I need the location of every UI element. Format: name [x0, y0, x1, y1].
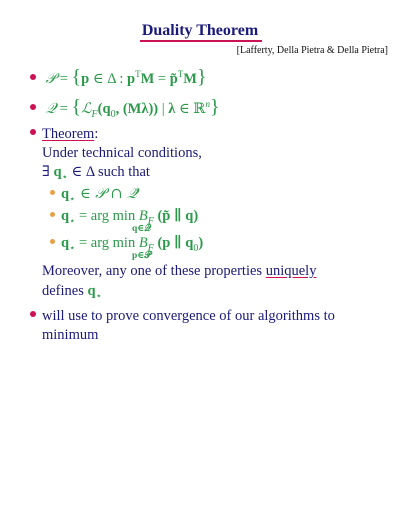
star-subscript: ⋆: [69, 193, 76, 205]
bullet-theorem: [30, 126, 98, 143]
argmin: = arg min: [75, 235, 139, 251]
p-vector: p: [81, 71, 90, 87]
left-brace: {: [71, 96, 82, 118]
theorem-conditions: Under technical conditions,: [42, 145, 202, 161]
subscript-f: F: [147, 242, 154, 254]
bullet-dot: [30, 104, 36, 110]
colon: :: [94, 126, 99, 142]
argmin: = arg min: [75, 208, 139, 224]
exists-symbol: ∃: [42, 164, 50, 180]
title-underline: [140, 40, 262, 42]
moreover-line: [42, 263, 316, 280]
m-lambda: , (Mλ)): [115, 101, 159, 117]
subscript-f: F: [91, 108, 98, 120]
equals-sign: =: [59, 71, 68, 87]
equals-sign: =: [154, 71, 170, 87]
lambda: λ: [168, 101, 176, 117]
p-vector: p: [127, 71, 136, 87]
in-delta: ∈ Δ :: [89, 71, 128, 87]
theorem-exists-line: [42, 164, 150, 183]
q-star: q: [61, 186, 70, 202]
right-brace: }: [209, 96, 220, 118]
defines-text: defines: [42, 283, 88, 299]
m-matrix: M: [140, 71, 155, 87]
argmin-subscript-p: p∈𝒫: [132, 251, 152, 261]
subscript-zero: 0: [110, 108, 116, 120]
sub-bullet-dot: [50, 212, 55, 217]
citation: [Lafferty, Della Pietra & Della Pietra]: [236, 45, 388, 56]
q-star: q: [61, 235, 70, 251]
argmin-subscript-q: q∈𝒬: [132, 224, 152, 234]
sub-bullet-argmin-p: [50, 234, 203, 254]
legendre-symbol: ℒ: [81, 101, 92, 117]
sub-bullet-intersection: [50, 186, 138, 205]
star-subscript: ⋆: [69, 215, 76, 227]
star-subscript: ⋆: [95, 290, 102, 302]
bregman-args: (p ∥ q: [153, 235, 194, 251]
bullet-p-definition: [30, 66, 207, 89]
theorem-heading: Theorem: [42, 126, 95, 142]
m-matrix: M: [183, 71, 197, 87]
transpose: T: [177, 69, 184, 80]
equals-sign: =: [59, 101, 68, 117]
bullet-q-definition: [30, 96, 220, 120]
in-delta: ∈ Δ: [67, 164, 95, 180]
p-tilde: p̃: [169, 71, 178, 87]
convergence-text: will use to prove convergence of our algorithms to: [42, 308, 335, 324]
left-brace: {: [71, 66, 82, 88]
bullet-dot: [30, 74, 36, 80]
convergence-line2: minimum: [42, 327, 99, 343]
uniquely-word: uniquely: [265, 263, 317, 279]
q-star: q: [61, 208, 70, 224]
q-star: q: [53, 164, 62, 180]
q-star: q: [87, 283, 96, 299]
in-r: ∈ ℝ: [175, 101, 206, 117]
moreover-text: Moreover, any one of these properties: [42, 263, 266, 279]
star-subscript: ⋆: [69, 242, 76, 254]
bullet-convergence: [30, 308, 335, 325]
transpose: T: [135, 69, 141, 80]
subscript-zero: 0: [193, 242, 199, 254]
sub-bullet-argmin-q: [50, 207, 198, 227]
set-p-symbol: 𝒫: [45, 71, 57, 87]
bregman-b: B: [138, 208, 148, 224]
defines-line: [42, 283, 102, 302]
bregman-args: (p̃ ∥ q): [153, 208, 199, 224]
bregman-b: B: [138, 235, 148, 251]
such-that: such that: [94, 164, 150, 180]
superscript-n: n: [205, 99, 210, 110]
right-brace: }: [196, 66, 207, 88]
close-paren: ): [198, 235, 204, 251]
bullet-dot: [30, 129, 36, 135]
sub-bullet-dot: [50, 239, 55, 244]
intersection-expr: ∈ 𝒫 ∩ 𝒬̄: [75, 186, 138, 202]
subscript-f: F: [147, 215, 154, 227]
bullet-dot: [30, 311, 36, 317]
sub-bullet-dot: [50, 190, 55, 195]
star-subscript: ⋆: [61, 171, 68, 183]
q-arg: (q: [97, 101, 111, 117]
page-title: Duality Theorem: [141, 22, 259, 39]
set-q-symbol: 𝒬: [45, 101, 57, 117]
such-that-bar: |: [158, 101, 169, 117]
